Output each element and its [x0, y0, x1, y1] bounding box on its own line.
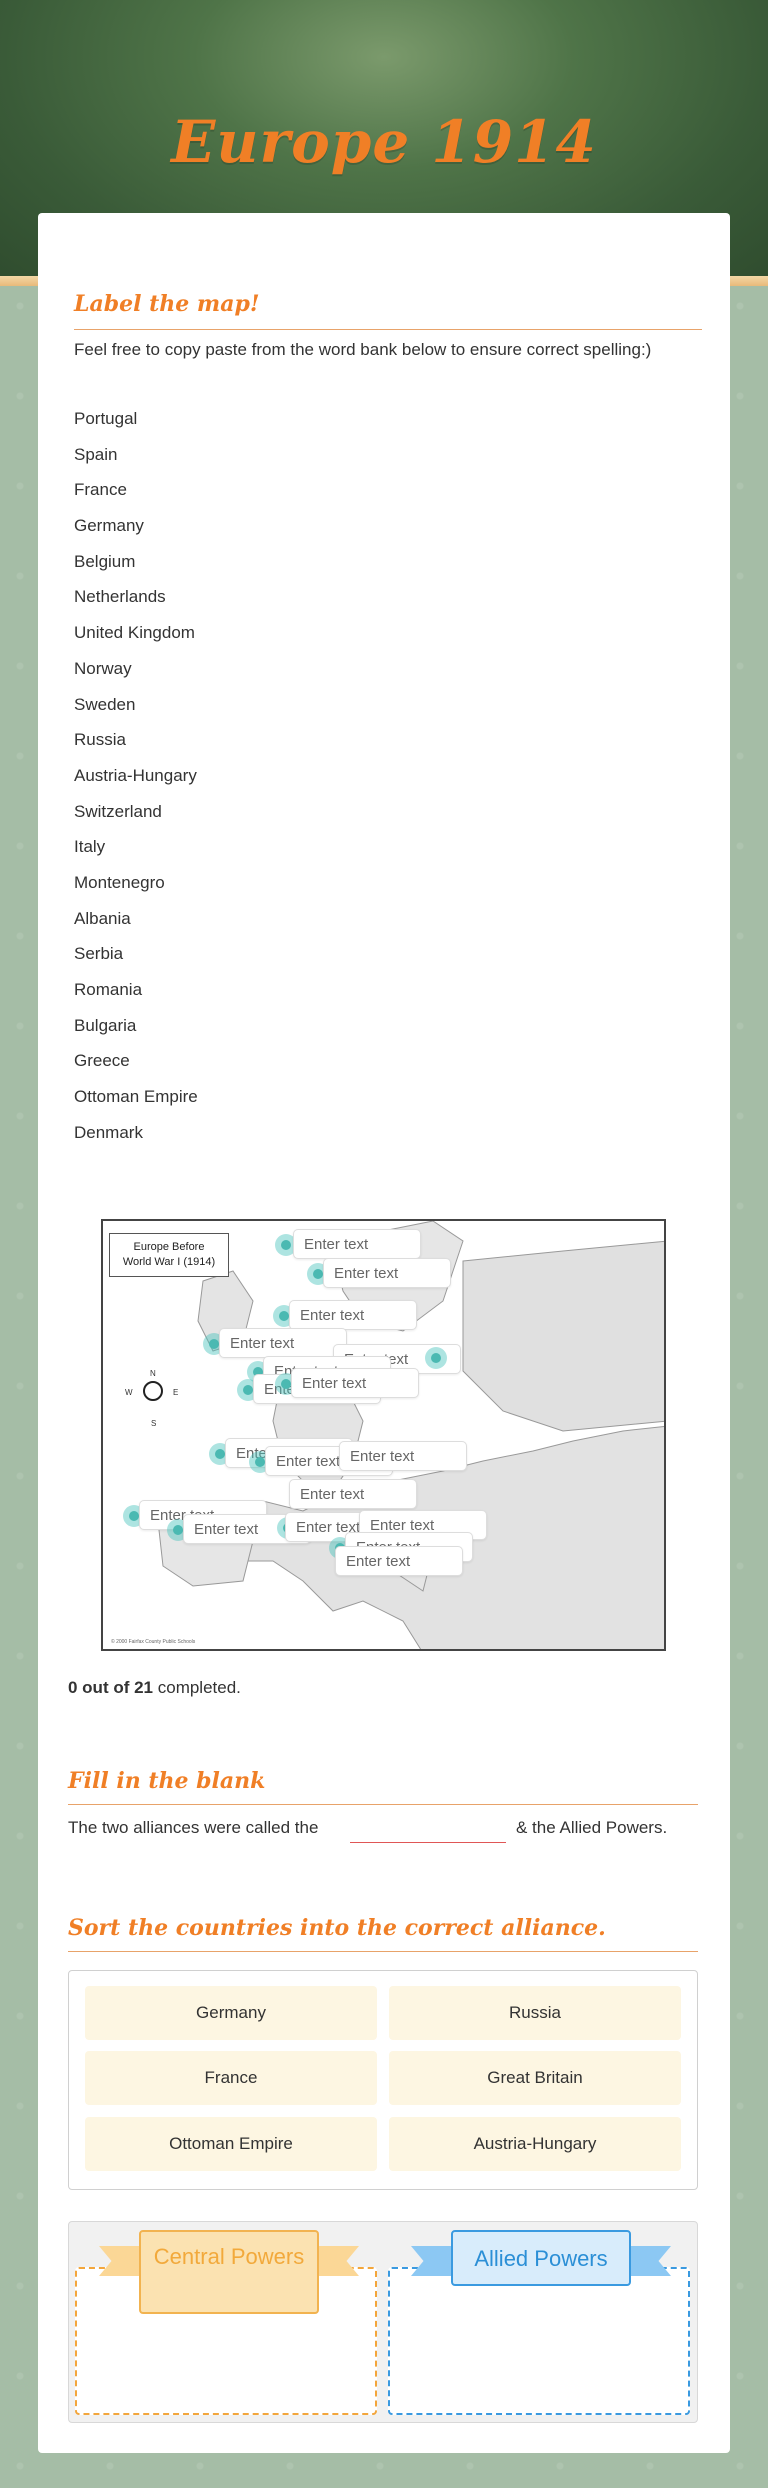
- map-label-input[interactable]: [339, 1441, 467, 1471]
- europe-map: [101, 1219, 666, 1651]
- compass-east: E: [173, 1388, 179, 1397]
- fill-sentence-end: & the Allied Powers.: [516, 1818, 668, 1837]
- intro-text: Feel free to copy paste from the word bank below to ensure correct spelling:): [74, 340, 652, 359]
- word-bank-item: Albania: [74, 908, 131, 928]
- progress-suffix: completed.: [153, 1678, 241, 1697]
- compass-circle: [143, 1381, 163, 1401]
- word-bank-item: Romania: [74, 980, 143, 999]
- map-label-input[interactable]: [291, 1368, 419, 1398]
- compass-north: N: [150, 1369, 156, 1378]
- sort-heading: Sort the countries into the correct alliance.: [68, 1915, 606, 1941]
- word-bank-item: Switzerland: [74, 801, 162, 821]
- map-label-input[interactable]: [293, 1229, 421, 1259]
- word-bank-item: Spain: [74, 444, 118, 464]
- word-bank-item: Russia: [74, 730, 126, 750]
- map-copyright: © 2000 Fairfax County Public Schools: [111, 1639, 196, 1645]
- label-map-heading: Label the map!: [74, 291, 260, 317]
- sort-chip[interactable]: Great Britain: [389, 2051, 681, 2105]
- word-bank-item: Portugal: [74, 409, 138, 428]
- sort-chip[interactable]: Austria-Hungary: [389, 2117, 681, 2171]
- map-title-line2: World War I (1914): [122, 1256, 216, 1268]
- central-powers-ribbon: [99, 2242, 359, 2280]
- central-powers-label: Central Powers: [139, 2230, 319, 2314]
- sort-drop-area: [68, 2221, 698, 2423]
- map-progress: [68, 1678, 241, 1698]
- word-bank-item: Montenegro: [74, 872, 165, 892]
- heading-rule: [68, 1804, 698, 1805]
- map-label-input[interactable]: [289, 1300, 417, 1330]
- content-card: [38, 213, 730, 2453]
- page-title: Europe 1914: [171, 108, 597, 176]
- word-bank-item: Denmark: [74, 1122, 143, 1142]
- map-label-input[interactable]: [323, 1258, 451, 1288]
- word-bank-item: Belgium: [74, 551, 136, 571]
- sort-chip[interactable]: Russia: [389, 1986, 681, 2040]
- progress-count: 0 out of 21: [68, 1678, 154, 1697]
- allied-powers-label: Allied Powers: [451, 2230, 631, 2286]
- alliance-blank-input[interactable]: [350, 1813, 506, 1843]
- compass-west: W: [125, 1388, 133, 1397]
- map-label-input[interactable]: [289, 1479, 417, 1509]
- word-bank-item: France: [74, 480, 127, 500]
- fill-blank-heading: Fill in the blank: [68, 1768, 266, 1794]
- map-title-line1: Europe Before: [133, 1241, 205, 1253]
- sort-chip[interactable]: Ottoman Empire: [85, 2117, 377, 2171]
- map-label-input[interactable]: [219, 1328, 347, 1358]
- word-bank-item: Sweden: [74, 694, 136, 714]
- map-label-input[interactable]: [335, 1546, 463, 1576]
- fill-sentence-start: The two alliances were called the: [68, 1818, 319, 1837]
- word-bank-item: Austria-Hungary: [74, 765, 197, 785]
- word-bank-item: Italy: [74, 837, 106, 857]
- word-bank-item: Norway: [74, 658, 132, 678]
- word-bank-item: Serbia: [74, 944, 124, 964]
- word-bank-item: Greece: [74, 1051, 130, 1071]
- word-bank-item: Germany: [74, 516, 144, 536]
- map-title-box: [109, 1233, 229, 1277]
- word-bank-item: Ottoman Empire: [74, 1087, 198, 1107]
- word-bank-item: Netherlands: [74, 587, 166, 607]
- sort-items-box: [68, 1970, 698, 2190]
- allied-powers-dropzone[interactable]: [388, 2267, 690, 2415]
- map-pin-icon[interactable]: [425, 1347, 447, 1369]
- heading-rule: [74, 329, 702, 330]
- word-bank: [74, 401, 198, 1150]
- compass-rose-icon: [123, 1369, 183, 1433]
- word-bank-item: Bulgaria: [74, 1015, 137, 1035]
- sort-chip[interactable]: France: [85, 2051, 377, 2105]
- word-bank-item: United Kingdom: [74, 623, 195, 643]
- sort-chip[interactable]: Germany: [85, 1986, 377, 2040]
- heading-rule: [68, 1951, 698, 1952]
- allied-powers-ribbon: [411, 2242, 671, 2280]
- compass-south: S: [151, 1419, 157, 1428]
